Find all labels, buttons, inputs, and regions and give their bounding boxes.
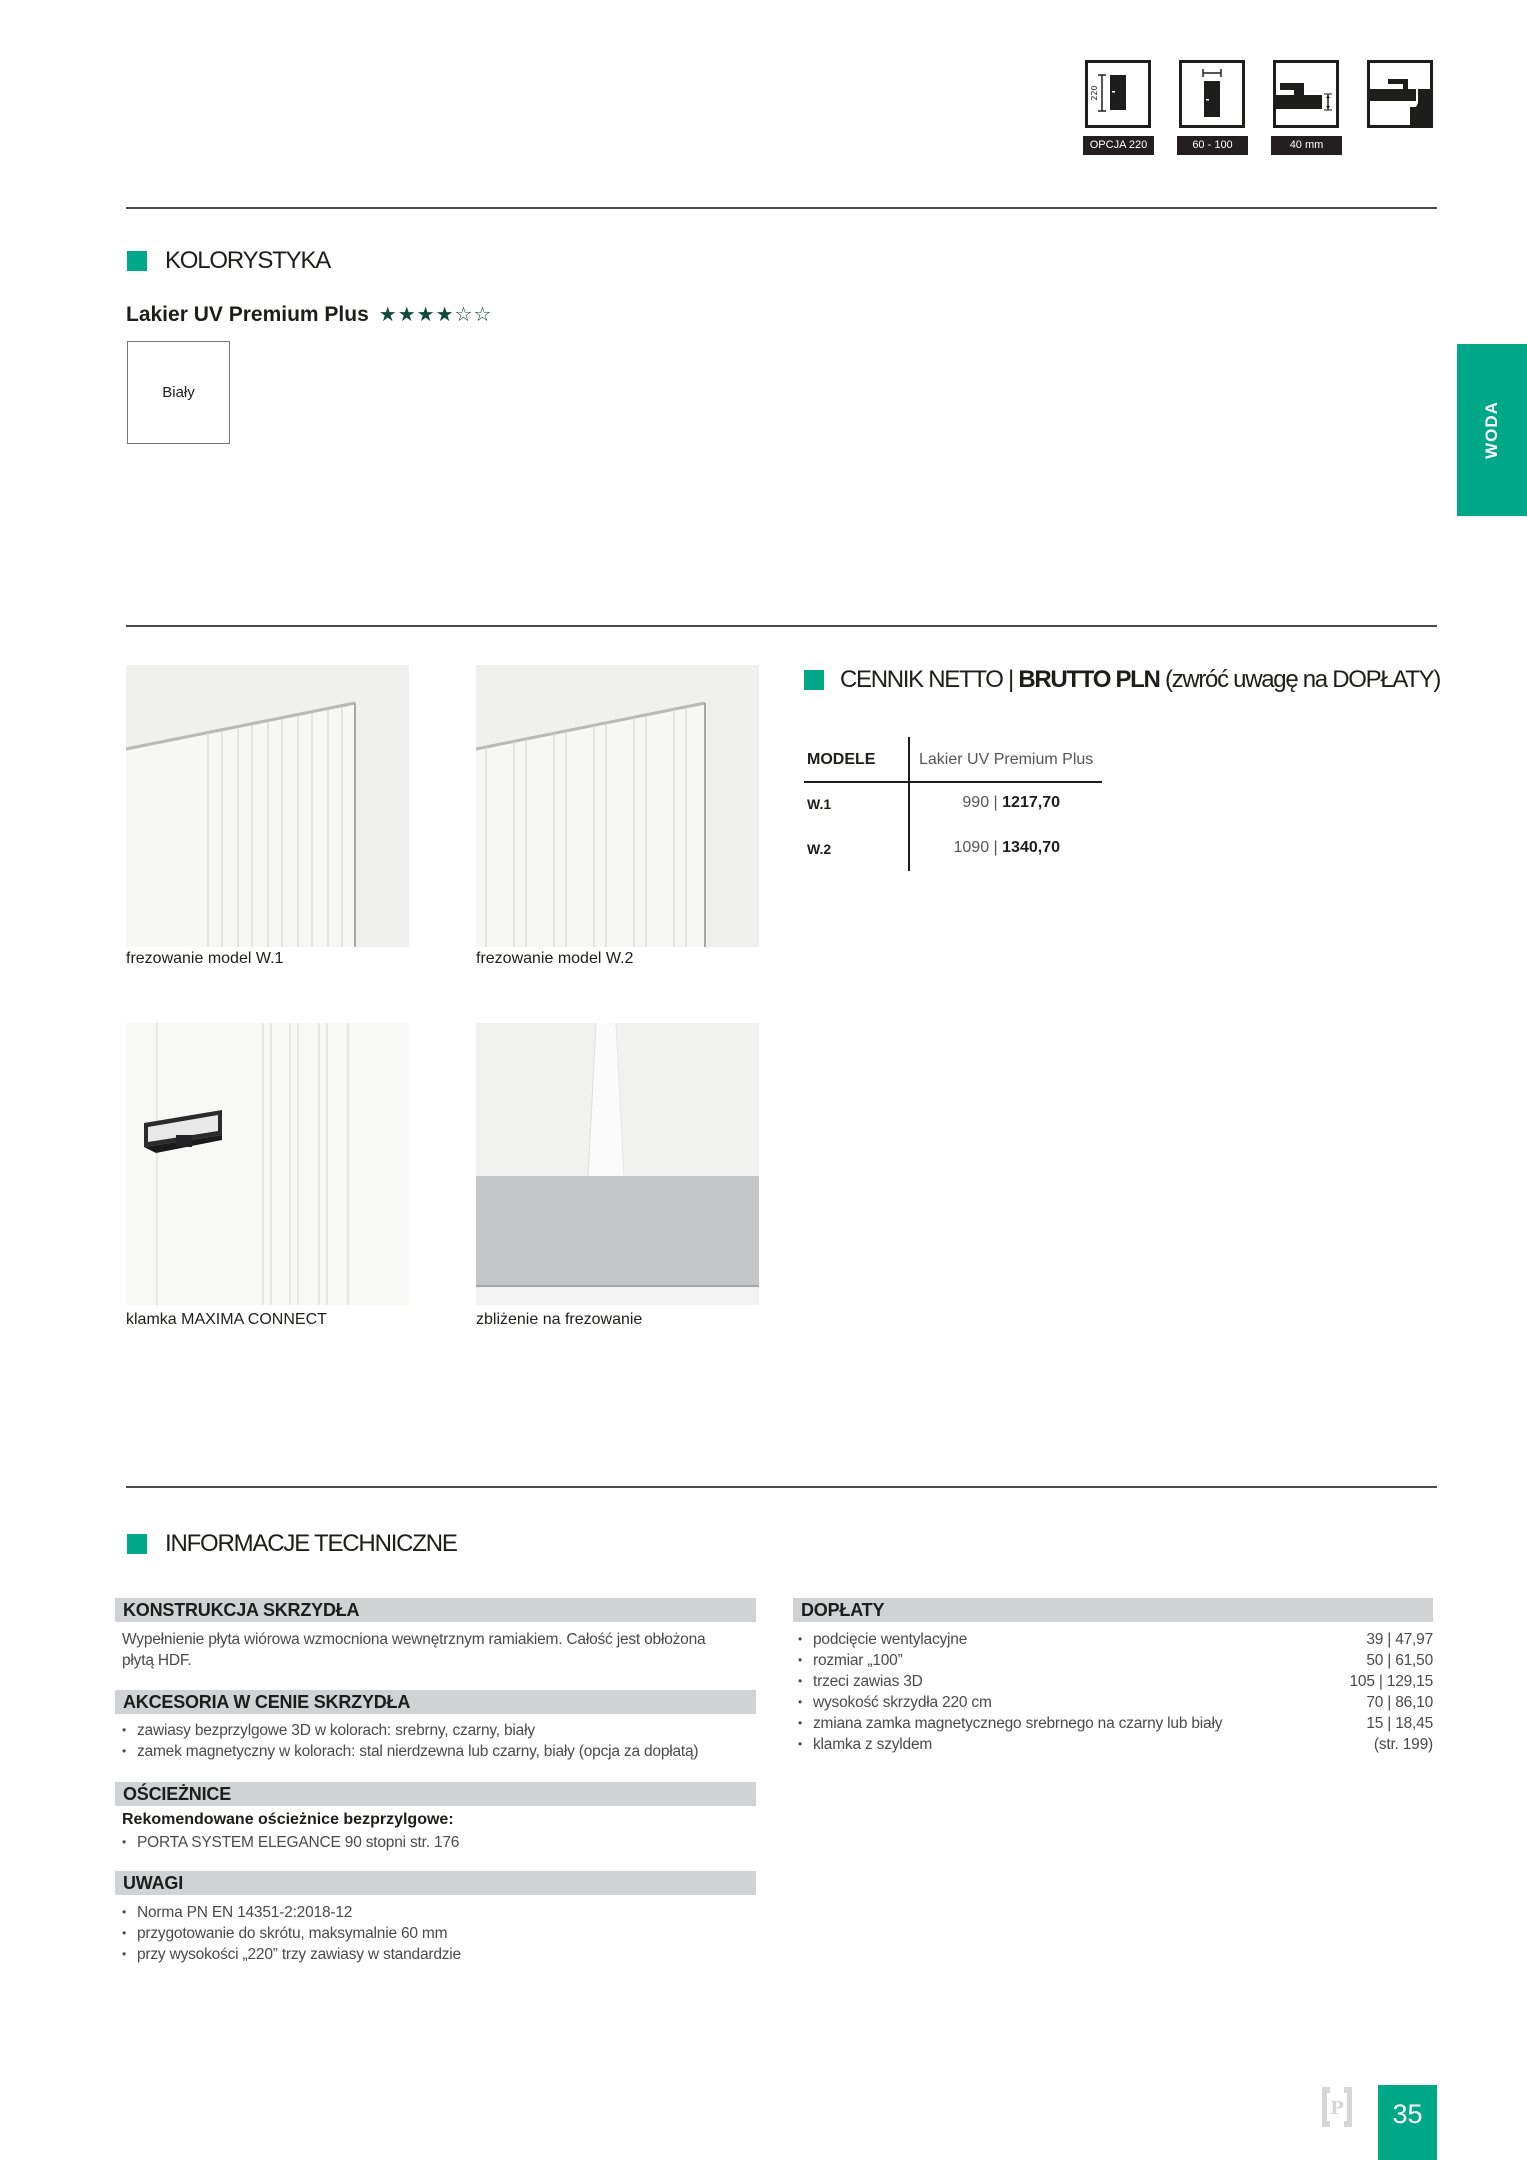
surcharge-item [798, 1713, 1433, 1734]
section-marker-icon [804, 670, 824, 690]
price-net: 990 | [962, 794, 998, 811]
surcharge-label: • trzeci zawias 3D [813, 1673, 923, 1690]
color-swatch-bialy[interactable] [127, 341, 230, 444]
thickness-40mm-icon [1273, 60, 1339, 128]
section-divider [126, 207, 1437, 209]
star-filled-icon: ★ [378, 304, 397, 326]
swatch-label: Biały [162, 384, 195, 401]
surcharge-label: • zmiana zamka magnetycznego srebrnego na czarny lub biały [813, 1715, 1223, 1732]
surcharge-label: • podcięcie wentylacyjne [813, 1631, 968, 1648]
rating-stars [379, 305, 492, 325]
photo-model-w2 [476, 665, 759, 947]
photo-model-w1 [126, 665, 409, 947]
height-220-icon [1085, 60, 1151, 128]
uwagi-title: UWAGI [123, 1873, 183, 1893]
surcharge-item [798, 1671, 1433, 1692]
star-filled-icon: ★ [416, 304, 435, 326]
star-filled-icon: ★ [397, 304, 416, 326]
list-item: • Norma PN EN 14351-2:2018-12 [122, 1902, 461, 1923]
price-w1 [908, 794, 1060, 812]
surcharge-value: 105 | 129,15 [1349, 1673, 1433, 1690]
category-tab[interactable] [1457, 344, 1527, 516]
list-item: • zawiasy bezprzylgowe 3D w kolorach: srebrny, czarny, biały [122, 1720, 698, 1741]
price-net: 1090 | [953, 839, 998, 856]
svg-text:P: P [1330, 2098, 1344, 2119]
uwagi-list [122, 1902, 461, 1965]
frame-rebate-icon [1367, 60, 1433, 128]
caption-model-w2: frezowanie model W.2 [476, 950, 634, 967]
section-divider [126, 1486, 1437, 1488]
width-60-100-icon [1179, 60, 1245, 128]
price-w2 [908, 839, 1060, 857]
star-empty-icon: ☆ [473, 304, 492, 326]
surcharge-item [798, 1629, 1433, 1650]
oscieznice-header [115, 1782, 756, 1806]
akcesoria-title: AKCESORIA W CENIE SKRZYDŁA [123, 1692, 411, 1712]
uwagi-header [115, 1871, 756, 1895]
section-marker-icon [127, 1534, 147, 1554]
konstrukcja-title: KONSTRUKCJA SKRZYDŁA [123, 1600, 360, 1620]
oscieznice-title: OŚCIEŻNICE [123, 1784, 232, 1804]
doplaty-title: DOPŁATY [801, 1600, 885, 1620]
tech-info-title: INFORMACJE TECHNICZNE [165, 1530, 457, 1557]
list-item: • PORTA SYSTEM ELEGANCE 90 stopni str. 176 [122, 1832, 459, 1853]
oscieznice-subtitle: Rekomendowane ościeżnice bezprzylgowe: [122, 1811, 454, 1828]
doplaty-list [798, 1629, 1433, 1755]
caption-milling-closeup: zbliżenie na frezowanie [476, 1311, 643, 1328]
oscieznice-list [122, 1832, 459, 1853]
surcharge-label: • klamka z szyldem [813, 1736, 933, 1753]
price-title-net: CENNIK NETTO | [840, 666, 1013, 693]
price-list-heading [804, 666, 1440, 694]
section-marker-icon [127, 251, 147, 271]
thickness-40mm-label: 40 mm [1271, 136, 1342, 155]
list-item: • zamek magnetyczny w kolorach: stal nierdzewna lub czarny, biały (opcja za dopłatą) [122, 1741, 698, 1762]
price-gross: 1217,70 [1002, 794, 1060, 811]
surcharge-item [798, 1650, 1433, 1671]
surcharge-label: • wysokość skrzydła 220 cm [813, 1694, 992, 1711]
surcharge-value: (str. 199) [1373, 1736, 1433, 1753]
column-header-models: MODELE [807, 751, 876, 768]
column-header-finish: Lakier UV Premium Plus [919, 751, 1094, 768]
row-model-w1: W.1 [807, 796, 832, 812]
surcharge-value: 15 | 18,45 [1366, 1715, 1433, 1732]
surcharge-label: • rozmiar „100” [813, 1652, 903, 1669]
caption-model-w1: frezowanie model W.1 [126, 950, 284, 967]
list-item: • przygotowanie do skrótu, maksymalnie 60 mm [122, 1923, 461, 1944]
row-model-w2: W.2 [807, 841, 832, 857]
surcharge-item [798, 1692, 1433, 1713]
kolorystyka-heading [127, 247, 330, 275]
star-empty-icon: ☆ [454, 304, 473, 326]
finish-name: Lakier UV Premium Plus [126, 303, 369, 326]
surcharge-value: 70 | 86,10 [1366, 1694, 1433, 1711]
photo-milling-closeup [476, 1023, 759, 1305]
tech-info-heading [127, 1530, 457, 1558]
konstrukcja-text: Wypełnienie płyta wiórowa wzmocniona wewnętrznym ramiakiem. Całość jest obłożona płytą HDF. [122, 1631, 706, 1669]
width-60-100-label: 60 - 100 [1177, 136, 1248, 155]
opcja-220-label: OPCJA 220 [1083, 136, 1154, 155]
surcharge-value: 39 | 47,97 [1366, 1631, 1433, 1648]
akcesoria-header [115, 1690, 756, 1714]
star-filled-icon: ★ [435, 304, 454, 326]
photo-handle-maxima-connect [126, 1023, 409, 1305]
price-gross: 1340,70 [1002, 839, 1060, 856]
finish-rating [126, 303, 491, 327]
doplaty-header [793, 1598, 1433, 1622]
section-divider [126, 625, 1437, 627]
price-table [804, 737, 1102, 871]
konstrukcja-header [115, 1598, 756, 1622]
caption-handle: klamka MAXIMA CONNECT [126, 1311, 327, 1328]
surcharge-value: 50 | 61,50 [1366, 1652, 1433, 1669]
brand-logo-icon [1320, 2085, 1354, 2129]
page-number: 35 [1378, 2085, 1437, 2160]
list-item: • przy wysokości „220” trzy zawiasy w standardzie [122, 1944, 461, 1965]
price-title-note: (zwróć uwagę na DOPŁATY) [1164, 666, 1441, 693]
category-tab-label: WODA [1482, 401, 1501, 459]
svg-text:220: 220 [1090, 85, 1099, 101]
akcesoria-list [122, 1720, 698, 1762]
table-header-divider [804, 781, 1102, 783]
kolorystyka-title: KOLORYSTYKA [165, 247, 331, 274]
price-title-gross: BRUTTO PLN [1018, 666, 1160, 693]
surcharge-item [798, 1734, 1433, 1755]
